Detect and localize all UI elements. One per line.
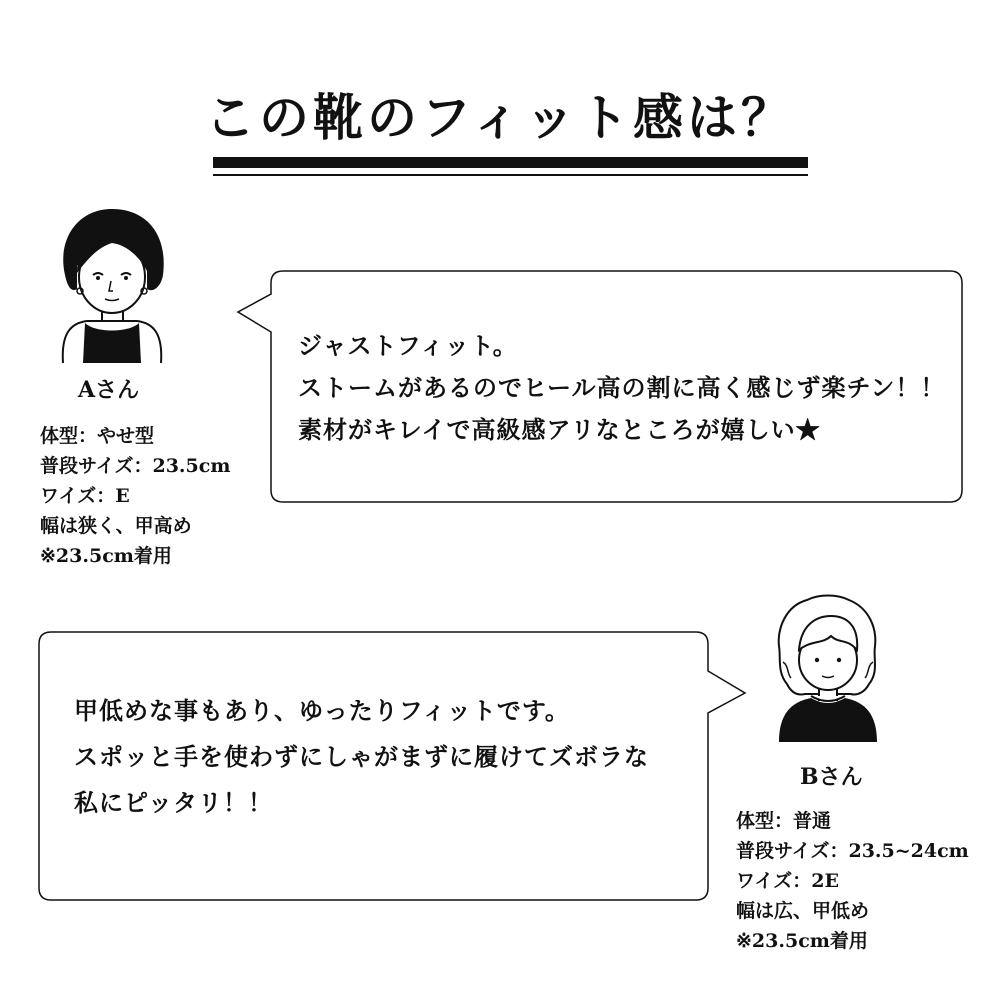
comment-line: 素材がキレイで高級感アリなところが嬉しい★ — [298, 415, 821, 444]
comment-b — [74, 688, 649, 826]
speech-bubble-a — [236, 270, 963, 503]
title-underline-thick — [213, 157, 808, 168]
comment-a — [298, 325, 945, 451]
person-b-profile — [736, 806, 969, 956]
avatar-b — [773, 592, 883, 744]
speech-bubble-b — [38, 631, 748, 901]
profile-line: ※23.5cm着用 — [40, 545, 172, 567]
comment-line: ストームがあるのでヒール高の割に高く感じず楽チン！！ — [298, 373, 946, 402]
profile-line: ワイズ：E — [40, 485, 130, 507]
profile-line: 幅は広、甲低め — [736, 900, 870, 922]
person-a-profile — [40, 421, 230, 571]
profile-line: 体型：やせ型 — [40, 425, 155, 447]
comment-line: 甲低めな事もあり、ゆったりフィットです。 — [74, 696, 570, 725]
comment-line: ジャストフィット。 — [298, 331, 518, 360]
comment-line: スポッと手を使わずにしゃがまずに履けてズボラな — [74, 742, 649, 771]
avatar-a — [55, 205, 170, 365]
profile-line: 普段サイズ：23.5~24cm — [736, 840, 969, 862]
person-b-name: Bさん — [800, 764, 863, 790]
profile-line: 幅は狭く、甲高め — [40, 515, 192, 537]
title-underline-thin — [213, 174, 808, 176]
wavy-hair-woman-icon — [773, 592, 883, 744]
profile-line: 体型：普通 — [736, 810, 832, 832]
profile-line: ※23.5cm着用 — [736, 930, 868, 952]
person-a-name: Aさん — [78, 377, 140, 403]
short-black-hair-woman-icon — [55, 205, 170, 365]
comment-line: 私にピッタリ！！ — [74, 788, 274, 817]
profile-line: ワイズ：2E — [736, 870, 839, 892]
profile-line: 普段サイズ：23.5cm — [40, 455, 231, 477]
page-title: この靴のフィット感は？ — [205, 88, 795, 147]
